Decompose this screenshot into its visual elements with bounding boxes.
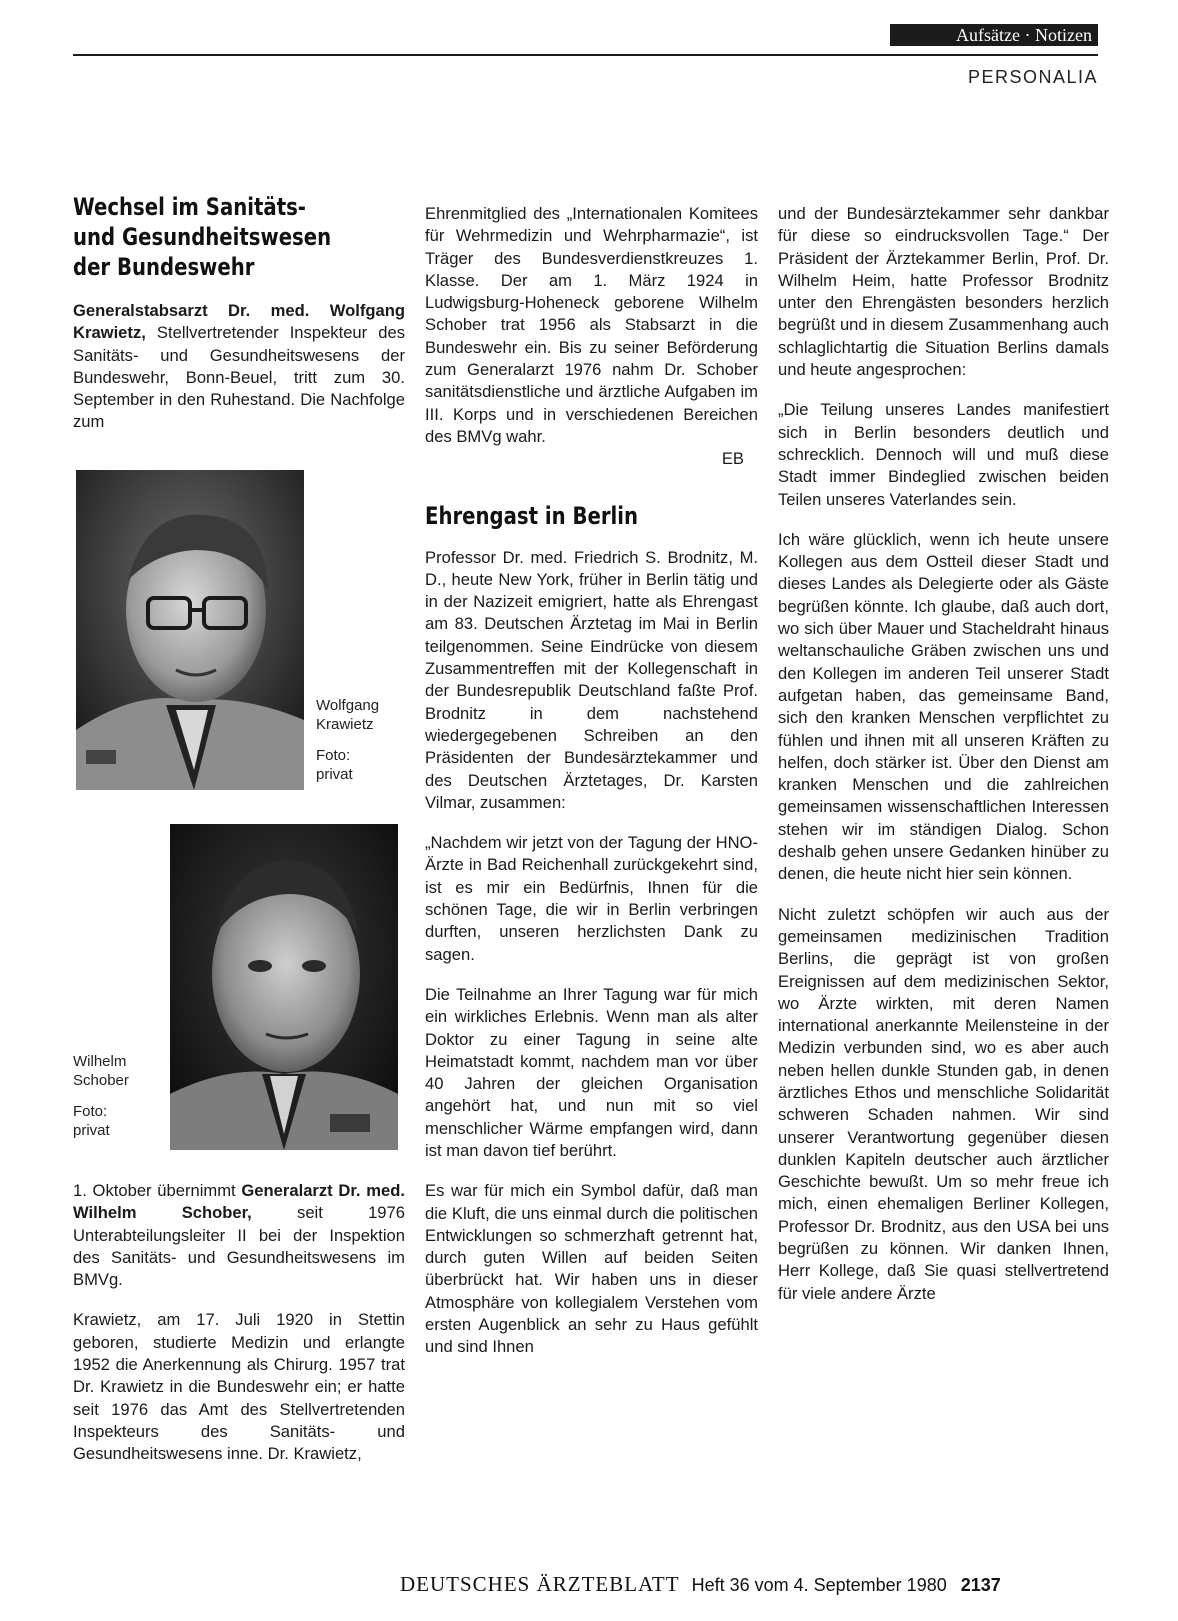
article2-paragraph: Die Teilnahme an Ihrer Tagung war für mich ein wirkliches Erlebnis. Wenn man als alter Doktor zu einer Tagung in seine alte Heimatstadt kommt, nachdem man vor über 40 Jahren der gleichen Organisation angehört hat, und nun mit so viel menschlicher Wärme empfangen wird, dann ist man davon tief berührt. — [425, 984, 758, 1160]
article1-paragraph — [73, 1180, 405, 1291]
issue-info: Heft 36 vom 4. September 1980 — [691, 1575, 947, 1595]
headline-line: und Gesundheitswesen — [73, 223, 332, 251]
author-initials-line — [425, 448, 758, 470]
credit-line: privat — [73, 1122, 110, 1139]
photo1-caption — [316, 696, 379, 784]
article1-top — [73, 192, 405, 452]
credit-line: Foto: — [73, 1103, 108, 1120]
author-initials: EB — [721, 449, 744, 469]
headline-line: Wechsel im Sanitäts- — [73, 193, 306, 221]
photo2-caption — [73, 1052, 129, 1140]
caption-name-line: Wolfgang — [316, 697, 380, 714]
column-2 — [425, 203, 758, 1359]
article2-paragraph: Professor Dr. med. Friedrich S. Brodnitz, M. D., heute New York, früher in Berlin tätig und in der Nazizeit emigriert, hatte als Ehrengast am 83. Deutschen Ärztetag im Mai in Berlin teilgenommen. Seine Eindrücke von diesem Zusammentreffen mit der Kollegenschaft in der Bundesrepublik Deutschland faßte Prof. Brodnitz in dem nachstehend wiedergegebenen Schreiben an den Präsidenten der Bundesärztekammer und des Deutschen Ärztetages, Dr. Karsten Vilmar, zusammen: — [425, 547, 758, 812]
credit-line: privat — [316, 766, 353, 783]
section-tag: Aufsätze · Notizen — [890, 24, 1098, 46]
photo-credit — [73, 1102, 129, 1140]
caption-name-line: Wilhelm — [73, 1053, 127, 1070]
column-3 — [778, 203, 1109, 1305]
section-label: PERSONALIA — [967, 67, 1098, 87]
portrait-photo-krawietz — [76, 470, 304, 790]
lead-text: Stellvertretender Inspekteur des Sanitäts- und Gesundheitswesens der Bundeswehr, Bonn-Beuel, tritt zum 30. September in den Ruhestand. Die Nachfolge zum — [73, 323, 405, 432]
credit-line: Foto: — [316, 747, 351, 764]
headline-line: der Bundeswehr — [73, 253, 255, 281]
article1-lead — [73, 300, 405, 434]
page-footer — [400, 1572, 1098, 1597]
article2-paragraph: „Die Teilung unseres Landes manifestiert sich in Berlin besonders deutlich und schrecklich. Dennoch will und muß diese Stadt immer Bindeglied zwischen beiden Teilen unseres Vaterlandes sein. — [778, 400, 1109, 509]
successor-name: Generalarzt Dr. med. Wilhelm Schober, — [73, 1181, 405, 1223]
article2-paragraph: und der Bundesärztekammer sehr dankbar für diese so eindrucksvollen Tage.“ Der Präsident der Ärztekammer Berlin, Prof. Dr. Wilhelm Heim, hatte Professor Brodnitz unter den Ehrengästen besonders herzlich begrüßt und in diesem Zusammenhang auch schlaglichtartig die Situation Berlins damals und heute angesprochen: — [778, 204, 1109, 380]
caption-name-line: Schober — [73, 1072, 129, 1089]
article1-paragraph: Ehrenmitglied des „Internationalen Komitees für Wehrmedizin und Wehrpharmazie“, ist Träger des Bundesverdienstkreuzes 1. Klasse. Der am 1. März 1924 in Ludwigsburg-Hoheneck geborene Wilhelm Schober trat 1956 als Stabsarzt in die Bundeswehr ein. Bis zu seiner Beförderung zum Generalarzt 1976 nahm Dr. Schober sanitätsdienstliche und ärztliche Aufgaben im III. Korps und in verschiedenen Bereichen des BMVg wahr. — [425, 204, 758, 446]
page-number: 2137 — [960, 1575, 1001, 1595]
article2-paragraph: Ich wäre glücklich, wenn ich heute unsere Kollegen aus dem Ostteil dieser Stadt und dieses Landes als Delegierte oder als Gäste begrüßen könnte. Ich glaube, daß auch dort, wo sich über Mauer und Stacheldraht hinaus weltanschauliche Gräben zwischen uns und den Kollegen im anderen Teil unserer Stadt aufgetan haben, das gemeinsame Band, sich den kranken Menschen verpflichtet zu fühlen und ihnen mit all unseren Kräften zu helfen, doch stärker ist. Über den Dienst am kranken Menschen und die zahlreichen gemeinsamen wissenschaftlichen Interessen stehen wir im ständigen Dialog. Schon deshalb gehen unsere Gedanken hinüber zu denen, die heute nicht hier sein können. — [778, 529, 1109, 884]
article2-paragraph: „Nachdem wir jetzt von der Tagung der HNO-Ärzte in Bad Reichenhall zurückgekehrt sind, ist es mir ein Bedürfnis, Ihnen für die schönen Tage, die wir in Berlin verbringen durften, unseren herzlichsten Dank zu sagen. — [425, 833, 758, 964]
header-rule — [73, 54, 1098, 56]
article2-paragraph: Nicht zuletzt schöpfen wir auch aus der gemeinsamen medizinischen Tradition Berlins, die geprägt ist von großen Ereignissen auf dem medizinischen Sektor, wo Ärzte wirkten, mit deren Namen international anerkannte Meilensteine in der Medizin verbunden sind, wo es aber auch neben hellen dunkle Stunden gab, in denen ärztliches Ethos und menschliche Solidarität schweren Schaden nahmen. Wir sind unserer Verantwortung gegenüber diesen dunklen Kapiteln deutscher auch ärztlicher Geschichte bewußt. Um so mehr freue ich mich, einen ehemaligen Berliner Kollegen, Professor Dr. Brodnitz, aus den USA bei uns begrüßen zu können. Wir danken Ihnen, Herr Kollege, daß Sie quasi stellvertretend für viele andere Ärzte — [778, 904, 1109, 1303]
portrait-photo-schober — [170, 824, 398, 1150]
article1-headline — [73, 192, 401, 282]
caption-name-line: Krawietz — [316, 716, 374, 733]
lead-bold-name: Generalstabsarzt Dr. med. Wolfgang Krawietz, — [73, 301, 405, 343]
journal-name: DEUTSCHES ÄRZTEBLATT — [400, 1572, 680, 1596]
article1-paragraph: Krawietz, am 17. Juli 1920 in Stettin geboren, studierte Medizin und erlangte 1952 die Anerkennung als Chirurg. 1957 trat Dr. Krawietz in die Bundeswehr ein; er hatte seit 1976 das Amt des Stellvertretenden Inspekteurs des Sanitäts- und Gesundheitswesens inne. Dr. Krawietz, — [73, 1310, 405, 1464]
paragraph-text: 1. Oktober übernimmt — [73, 1181, 242, 1200]
paragraph-text: seit 1976 Unterabteilungsleiter II bei der Inspektion des Sanitäts- und Gesundheitswesens im BMVg. — [73, 1203, 405, 1290]
article2-paragraph: Es war für mich ein Symbol dafür, daß man die Kluft, die uns einmal durch die politischen Entwicklungen so schmerzhaft getrennt hat, durch guten Willen auf beiden Seiten überbrückt hat. Wir haben uns in dieser Atmosphäre von kollegialem Verstehen vom ersten Augenblick an sehr zu Haus gefühlt und sind Ihnen — [425, 1181, 758, 1357]
article1-continuation — [73, 1180, 405, 1466]
article2-headline: Ehrengast in Berlin — [425, 501, 639, 530]
photo-credit — [316, 746, 379, 784]
